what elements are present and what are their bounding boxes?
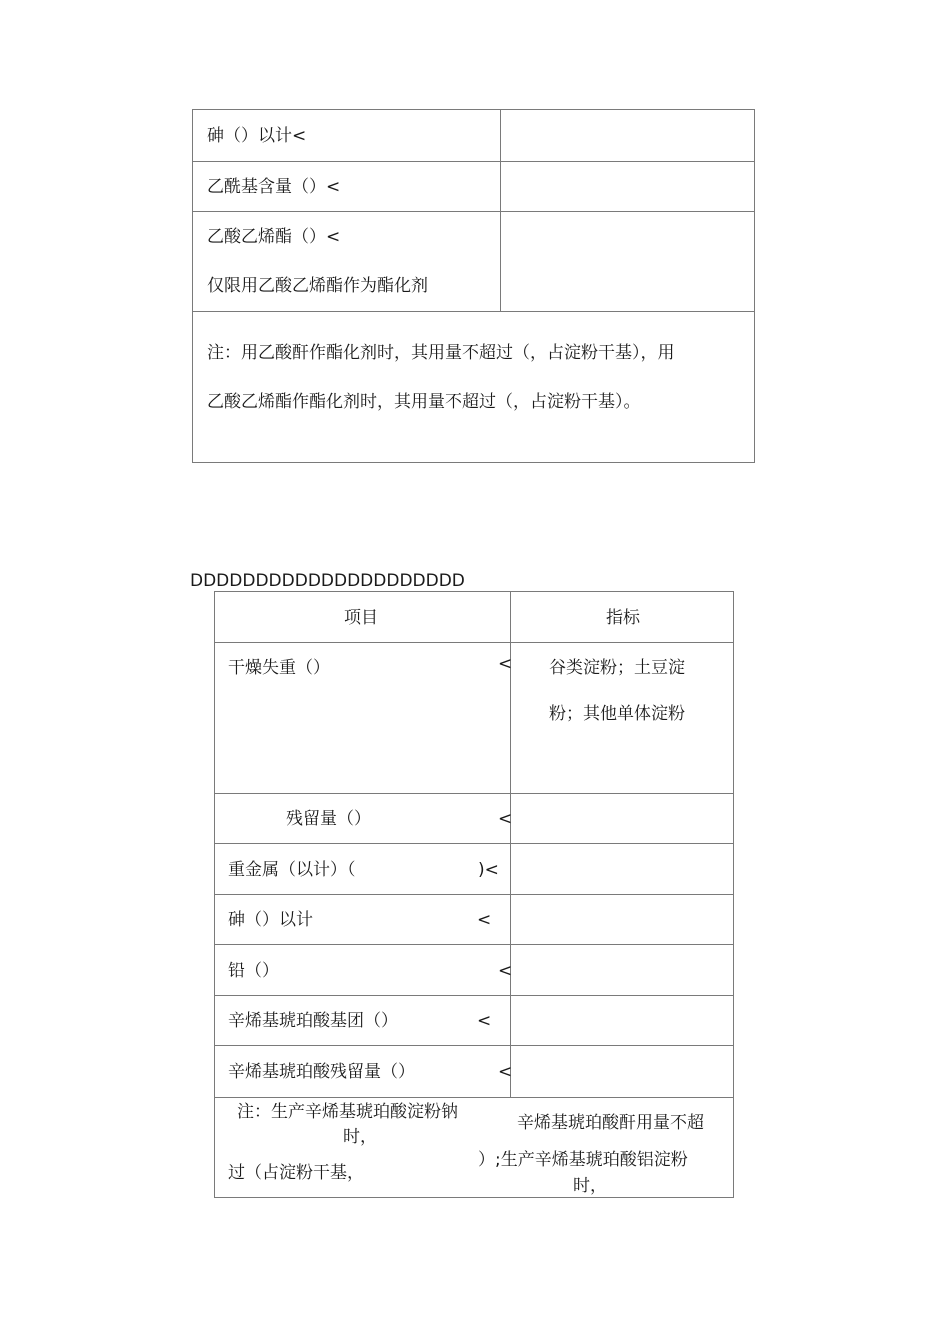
row-lt-lead: < — [498, 961, 513, 981]
table-1-note-line-2: 乙酸乙烯酯作酯化剂时，其用量不超过（，占淀粉干基）。 — [207, 392, 641, 412]
row-label-heavy-metals: 重金属（以计）（ — [228, 860, 356, 880]
table-2-note-part-1-line-2: 时， — [343, 1127, 377, 1147]
row-divider — [193, 311, 754, 312]
table-2-caption: DDDDDDDDDDDDDDDDDDDDD — [190, 571, 465, 591]
row-lt-heavy-metals: )< — [478, 860, 499, 880]
row-label-residue: 残留量（） — [286, 809, 371, 829]
table-2-note-part-2: 辛烯基琥珀酸酐用量不超 — [517, 1113, 704, 1133]
row-label-osa-group: 辛烯基琥珀酸基团（） — [228, 1011, 398, 1031]
table-2 — [214, 591, 734, 1198]
row-label-arsenic: 砷（）以计< — [207, 126, 307, 146]
row-lt-osa-group: < — [477, 1011, 492, 1031]
header-index: 指标 — [606, 608, 640, 628]
row-label-drying-loss: 干燥失重（） — [228, 658, 330, 678]
row-divider — [215, 1045, 733, 1046]
row-divider — [215, 1097, 733, 1098]
header-item: 项目 — [344, 608, 378, 628]
row-label-vinyl-acetate-note: 仅限用乙酸乙烯酯作为酯化剂 — [207, 276, 428, 296]
table-2-note-part-4-line-1: ）;生产辛烯基琥珀酸铝淀粉 — [478, 1150, 688, 1170]
row-lt-arsenic: < — [477, 910, 492, 930]
row-divider — [193, 161, 754, 162]
row-divider — [215, 793, 733, 794]
row-divider — [215, 944, 733, 945]
table-1 — [192, 109, 755, 463]
row-value-drying-loss-line-2: 粉；其他单体淀粉 — [549, 704, 685, 724]
row-label-arsenic: 砷（）以计 — [228, 910, 313, 930]
row-divider — [193, 211, 754, 212]
table-2-note-part-3: 过（占淀粉干基， — [228, 1163, 364, 1183]
row-divider — [215, 642, 733, 643]
table-2-note-part-4-line-2: 时， — [573, 1176, 607, 1196]
row-label-acetyl-content: 乙酰基含量（）< — [207, 177, 341, 197]
row-value-drying-loss-line-1: 谷类淀粉；土豆淀 — [549, 658, 685, 678]
row-lt-drying-loss: < — [498, 654, 513, 674]
row-label-vinyl-acetate: 乙酸乙烯酯（）< — [207, 227, 341, 247]
table-1-note-line-1: 注：用乙酸酐作酯化剂时，其用量不超过（，占淀粉干基），用 — [207, 343, 675, 363]
row-label-lead: 铅（） — [228, 961, 279, 981]
row-lt-residue: < — [498, 809, 513, 829]
table-2-note-part-1-line-1: 注：生产辛烯基琥珀酸淀粉钠 — [237, 1102, 458, 1122]
row-divider — [215, 843, 733, 844]
row-lt-osa-residue: < — [498, 1062, 513, 1082]
row-divider — [215, 995, 733, 996]
row-label-osa-residue: 辛烯基琥珀酸残留量（） — [228, 1062, 415, 1082]
row-divider — [215, 894, 733, 895]
